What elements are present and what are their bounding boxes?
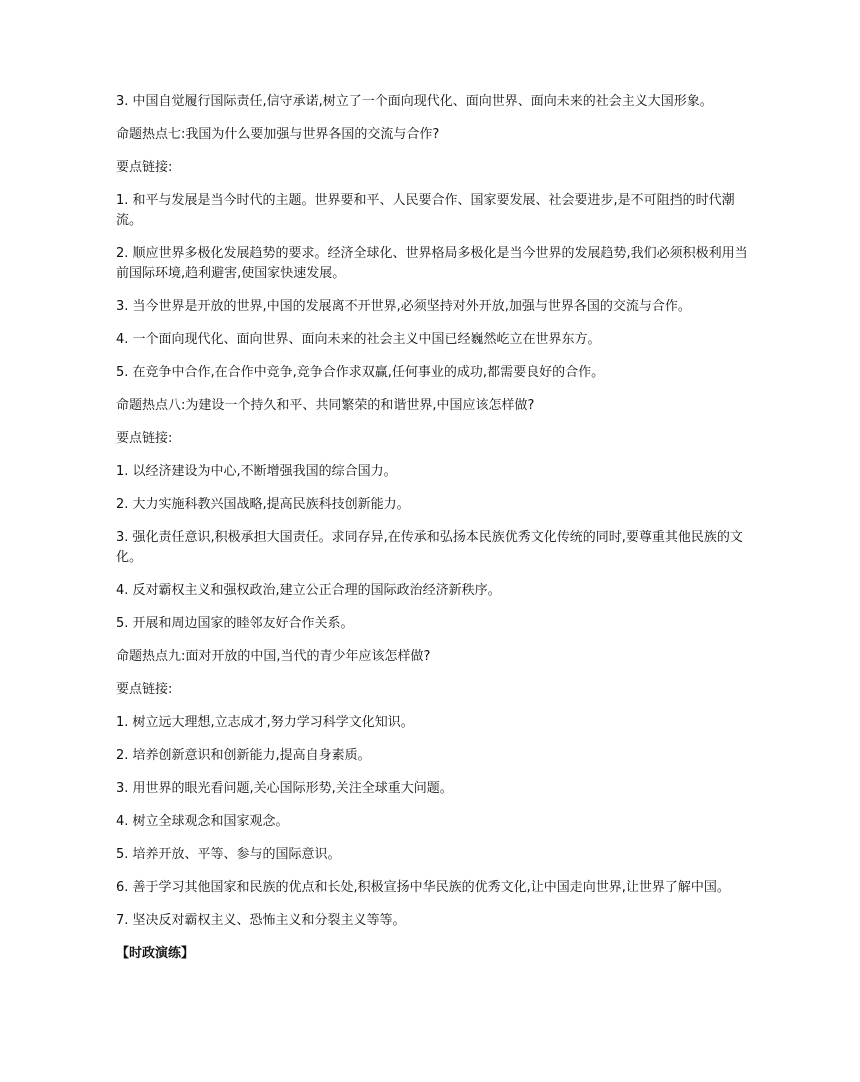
section-title: 命题热点七:我国为什么要加强与世界各国的交流与合作? xyxy=(116,127,440,142)
paragraph: 4. 反对霸权主义和强权政治,建立公正合理的国际政治经济新秩序。 xyxy=(116,583,501,598)
paragraph: 6. 善于学习其他国家和民族的优点和长处,积极宣扬中华民族的优秀文化,让中国走向世界,让世界了解中国。 xyxy=(116,880,730,895)
paragraph: 2. 顺应世界多极化发展趋势的要求。经济全球化、世界格局多极化是当今世界的发展趋势,我们必须积极利用当前国际环境,趋利避害,使国家快速发展。 xyxy=(116,246,748,281)
key-points-label: 要点链接: xyxy=(116,160,173,175)
paragraph: 3. 用世界的眼光看问题,关心国际形势,关注全球重大问题。 xyxy=(116,781,453,796)
paragraph: 3. 当今世界是开放的世界,中国的发展离不开世界,必须坚持对外开放,加强与世界各国的交流与合作。 xyxy=(116,299,691,314)
paragraph: 3. 中国自觉履行国际责任,信守承诺,树立了一个面向现代化、面向世界、面向未来的社会主义大国形象。 xyxy=(116,94,713,109)
paragraph: 2. 培养创新意识和创新能力,提高自身素质。 xyxy=(116,748,371,763)
paragraph: 1. 以经济建设为中心,不断增强我国的综合国力。 xyxy=(116,464,397,479)
paragraph: 5. 在竞争中合作,在合作中竞争,竞争合作求双赢,任何事业的成功,都需要良好的合作。 xyxy=(116,365,605,380)
paragraph: 4. 树立全球观念和国家观念。 xyxy=(116,814,289,829)
paragraph: 4. 一个面向现代化、面向世界、面向未来的社会主义中国已经巍然屹立在世界东方。 xyxy=(116,332,601,347)
key-points-label: 要点链接: xyxy=(116,682,173,697)
paragraph: 1. 和平与发展是当今时代的主题。世界要和平、人民要合作、国家要发展、社会要进步,是不可阻挡的时代潮流。 xyxy=(116,193,735,228)
paragraph: 5. 培养开放、平等、参与的国际意识。 xyxy=(116,847,341,862)
key-points-label: 要点链接: xyxy=(116,431,173,446)
paragraph: 2. 大力实施科教兴国战略,提高民族科技创新能力。 xyxy=(116,497,410,512)
paragraph: 5. 开展和周边国家的睦邻友好合作关系。 xyxy=(116,616,354,631)
section-title: 命题热点九:面对开放的中国,当代的青少年应该怎样做? xyxy=(116,649,431,664)
section-title: 命题热点八:为建设一个持久和平、共同繁荣的和谐世界,中国应该怎样做? xyxy=(116,398,535,413)
paragraph: 7. 坚决反对霸权主义、恐怖主义和分裂主义等等。 xyxy=(116,913,406,928)
paragraph: 3. 强化责任意识,积极承担大国责任。求同存异,在传承和弘扬本民族优秀文化传统的同时,要尊重其他民族的文化。 xyxy=(116,530,743,565)
paragraph: 1. 树立远大理想,立志成才,努力学习科学文化知识。 xyxy=(116,715,414,730)
document-content xyxy=(116,92,750,964)
section-heading-current-affairs: 【时政演练】 xyxy=(116,946,195,961)
